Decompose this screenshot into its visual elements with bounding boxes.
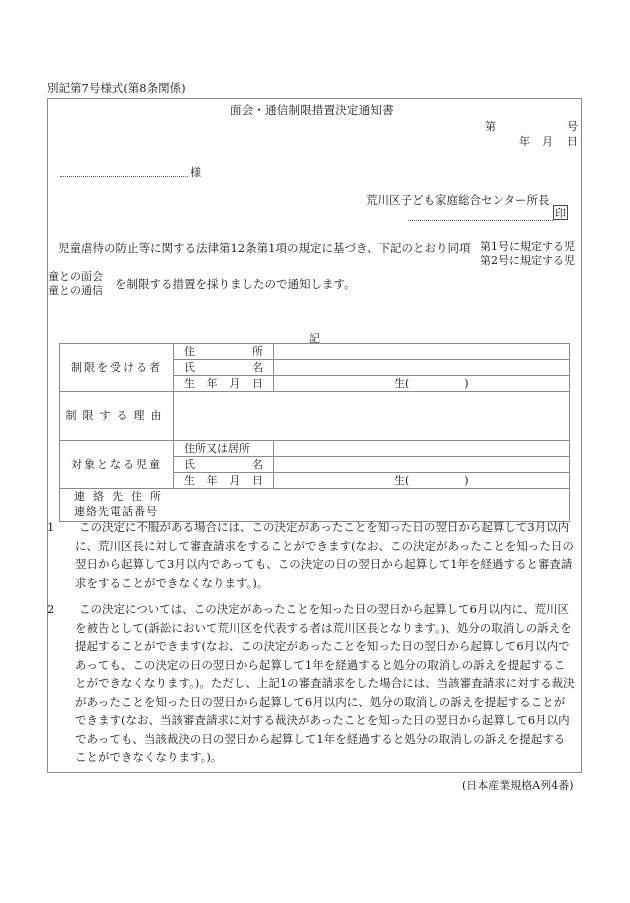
restricted-person-label: 制限を受ける者 (60, 344, 174, 392)
number-prefix: 第 (485, 120, 496, 133)
field-label (174, 457, 274, 473)
table-row (60, 441, 570, 457)
table-row (60, 392, 570, 441)
note-text: この決定に不服がある場合には、この決定があったことを知った日の翌日から起算して3月以内に、荒川区長に対して審査請求をすることができます(なお、この決定があったことを知った日の翌日から起算して3月以内であっても、この決定の日の翌日から起算して1年を経過すると審査請求をすることができなくなります。)。 (75, 520, 574, 590)
label-char: 月 (229, 473, 241, 487)
table-row (60, 344, 570, 360)
document-title: 面会・通信制限措置決定通知書 (230, 103, 394, 117)
label-char: 生 (184, 473, 195, 487)
body-correspondence-option: 童との通信 (48, 284, 103, 297)
label-char: 生 (184, 376, 195, 390)
body-item2-option: 第2号に規定する児 (480, 254, 575, 267)
form-label: 別記第7号様式(第8条関係) (47, 81, 186, 95)
note-number: 1 (47, 520, 55, 534)
issuer-title: 荒川区子ども家庭総合センター所長 (366, 193, 550, 207)
table-row (60, 489, 570, 522)
detail-table (59, 343, 570, 522)
field-label (174, 376, 274, 392)
target-child-address-field[interactable] (274, 441, 570, 457)
restricted-person-address-field[interactable] (274, 344, 570, 360)
issuer-name-field[interactable] (408, 220, 553, 221)
target-child-label: 対象となる児童 (60, 441, 174, 489)
body-text-line2: を制限する措置を採りましたので通知します。 (115, 277, 356, 291)
field-label (174, 344, 274, 360)
note-text: この決定については、この決定があったことを知った日の翌日から起算して6月以内に、荒川区を被告として(訴訟において荒川区を代表する者は荒川区長となります。)、処分の取消しの訴えを提起することができます(なお、この決定があったことを知った日の翌日から起算して6月以内であっても、この決定の日の翌日から起算して1年を経過すると処分の取消しの訴えを提起することができなくなります。)。ただし、上記1の審査請求をした場合には、当該審査請求に対する裁決があったことを知った日の翌日から起算して6月以内に、処分の取消しの訴えを提起することができます(なお、当該審査請求に対する裁決があったことを知った日の翌日から起算して6月以内であっても、当該裁決の日の翌日から起算して1年を経過すると処分の取消しの訴えを提起することができなくなります。)。 (75, 602, 575, 764)
seal-mark: 印 (555, 207, 566, 220)
target-child-birthdate-field[interactable]: 生( ) (274, 473, 570, 489)
contact-field[interactable] (60, 489, 570, 522)
target-child-name-field[interactable] (274, 457, 570, 473)
label-char: 氏 (184, 360, 195, 374)
reason-field[interactable] (174, 392, 570, 441)
label-char: 名 (252, 360, 263, 374)
date-day: 日 (567, 135, 578, 148)
label-char: 所 (252, 344, 263, 358)
date-year: 年 (519, 135, 530, 148)
note-number: 2 (47, 602, 55, 616)
restricted-person-birthdate-field[interactable]: 生( ) (274, 376, 570, 392)
label-char: 住 (184, 344, 195, 358)
paper-size-note: (日本産業規格A列4番) (462, 779, 574, 792)
contact-phone-label: 連絡先電話番号 (74, 505, 158, 518)
addressee-field[interactable] (60, 176, 188, 177)
body-visit-option: 童との面会 (48, 270, 103, 283)
label-char: 日 (251, 473, 263, 487)
body-item1-option: 第1号に規定する児 (480, 240, 575, 253)
label-char: 日 (251, 376, 263, 390)
reason-label (60, 392, 174, 441)
date-month: 月 (542, 135, 553, 148)
note-2 (47, 600, 576, 767)
ki-heading: 記 (309, 332, 320, 345)
body-text-line1: 児童虐待の防止等に関する法律第12条第1項の規定に基づき、下記のとおり同項 (58, 241, 471, 255)
restricted-person-name-field[interactable] (274, 360, 570, 376)
addressee-honorific: 様 (190, 166, 201, 179)
number-suffix: 号 (567, 120, 578, 133)
note-1 (47, 518, 576, 592)
contact-address-label: 連絡先住所 (74, 490, 169, 503)
label-char: 年 (206, 473, 218, 487)
label-char: 氏 (184, 457, 195, 471)
label-char: 月 (229, 376, 241, 390)
field-label (174, 360, 274, 376)
label-char: 年 (206, 376, 218, 390)
label-char: 名 (252, 457, 263, 471)
field-label: 住所又は居所 (174, 441, 274, 457)
reason-label-text: 制限する理由 (65, 409, 168, 422)
field-label (174, 473, 274, 489)
